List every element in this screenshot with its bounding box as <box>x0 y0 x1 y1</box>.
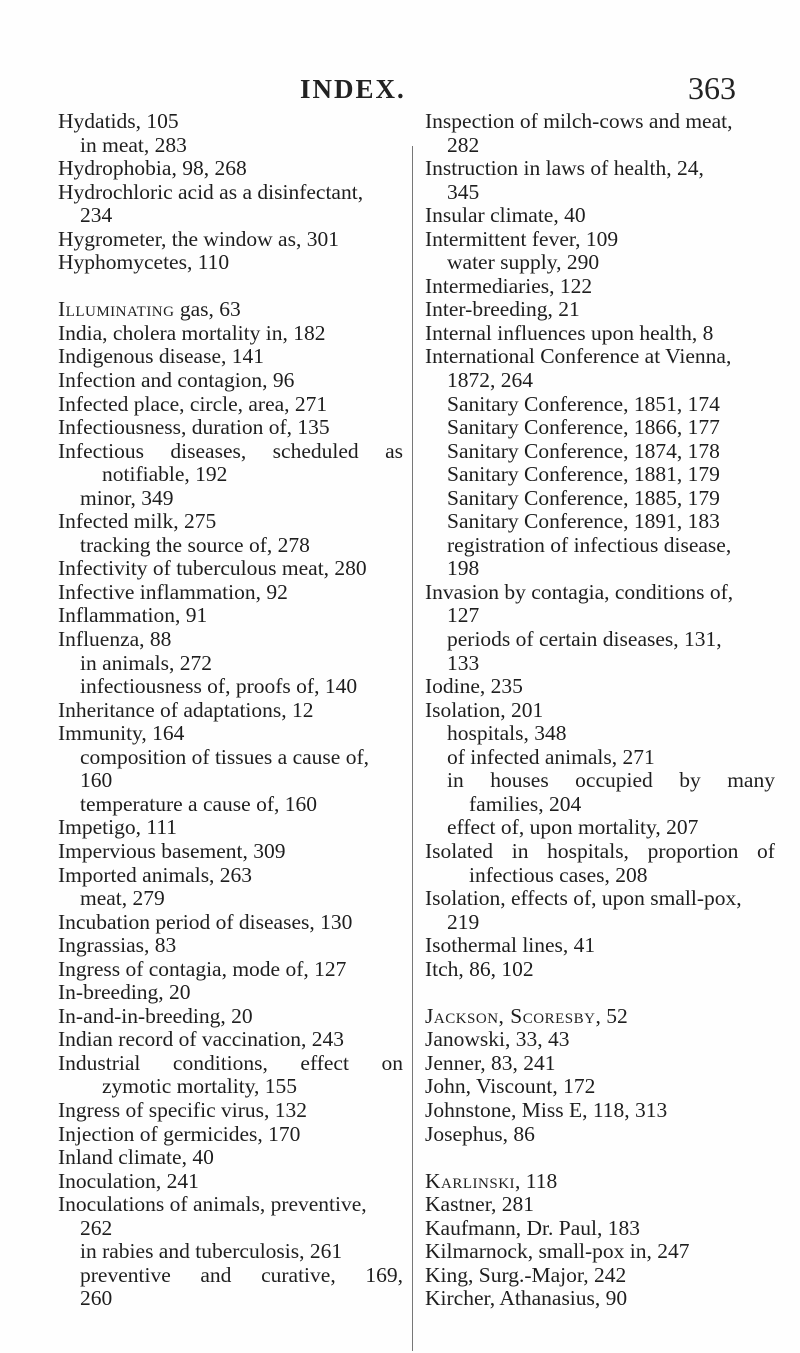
index-subentry <box>425 440 775 464</box>
entry-text: Intermittent fever, 109 <box>425 226 619 251</box>
index-entry <box>58 251 403 275</box>
entry-text: minor, 349 <box>80 485 174 510</box>
entry-text: Kircher, Athanasius, 90 <box>425 1286 628 1311</box>
entry-text: Isolated in hospitals, proportion of <box>425 838 775 863</box>
entry-text: Jenner, 83, 241 <box>425 1050 556 1075</box>
index-entry <box>58 722 403 746</box>
index-entry <box>425 157 775 181</box>
index-subentry <box>58 887 403 911</box>
index-subentry <box>425 722 775 746</box>
entry-text: tracking the source of, 278 <box>80 532 310 557</box>
entry-text: Inoculation, 241 <box>58 1168 199 1193</box>
index-column-right <box>425 110 775 1311</box>
entry-text: Sanitary Conference, 1885, 179 <box>447 485 720 510</box>
index-entry <box>58 440 403 464</box>
entry-text: 219 <box>447 909 480 934</box>
entry-text: Industrial conditions, effect on <box>58 1050 403 1075</box>
entry-text: Hydatids, 105 <box>58 109 179 133</box>
index-entry <box>58 1099 403 1123</box>
entry-text: families, 204 <box>469 791 582 816</box>
index-entry <box>58 298 403 322</box>
entry-text: Influenza, 88 <box>58 627 172 652</box>
index-subentry <box>58 746 403 770</box>
index-entry <box>58 699 403 723</box>
index-entry <box>58 345 403 369</box>
entry-text: International Conference at Vienna, <box>425 344 732 369</box>
entry-text: registration of infectious disease, <box>447 532 732 557</box>
entry-text: Hydrochloric acid as a disinfectant, <box>58 179 364 204</box>
entry-text: Janowski, 33, 43 <box>425 1027 570 1052</box>
entry-text: Inspection of milch-cows and meat, <box>425 109 733 133</box>
entry-text: in houses occupied by many <box>447 768 775 793</box>
index-entry <box>425 699 775 723</box>
entry-text: Instruction in laws of health, 24, <box>425 156 704 181</box>
entry-text: in rabies and tuberculosis, 261 <box>80 1239 343 1264</box>
index-entry <box>425 1287 775 1311</box>
entry-text: Infectiousness, duration of, 135 <box>58 415 330 440</box>
index-entry <box>425 1264 775 1288</box>
entry-text: Hygrometer, the window as, 301 <box>58 226 339 251</box>
index-subentry <box>58 1264 403 1288</box>
index-subentry <box>58 1075 403 1099</box>
index-entry <box>425 1170 775 1194</box>
index-entry <box>58 911 403 935</box>
index-subentry <box>425 251 775 275</box>
entry-text: Internal influences upon health, 8 <box>425 320 714 345</box>
entry-text: Johnstone, Miss E, 118, 313 <box>425 1097 668 1122</box>
entry-text: Incubation period of diseases, 130 <box>58 909 353 934</box>
index-entry <box>58 1193 403 1217</box>
index-entry <box>425 840 775 864</box>
index-entry <box>58 840 403 864</box>
index-entry <box>58 557 403 581</box>
entry-text: Inoculations of animals, preventive, <box>58 1192 367 1217</box>
entry-text: Infectious diseases, scheduled as <box>58 438 403 463</box>
index-entry <box>425 581 775 605</box>
index-subentry <box>58 793 403 817</box>
index-subentry <box>425 911 775 935</box>
entry-text: Immunity, 164 <box>58 721 185 746</box>
page-number: 363 <box>688 70 736 106</box>
index-subentry <box>425 746 775 770</box>
entry-text: zymotic mortality, 155 <box>102 1074 298 1099</box>
entry-text: Inheritance of adaptations, 12 <box>58 697 314 722</box>
entry-text: 262 <box>80 1215 113 1240</box>
entry-text: Infectivity of tuberculous meat, 280 <box>58 556 367 581</box>
index-subentry <box>425 487 775 511</box>
index-subentry <box>58 675 403 699</box>
entry-text: Infected place, circle, area, 271 <box>58 391 328 416</box>
index-subentry <box>425 864 775 888</box>
entry-text: preventive and curative, 169, <box>80 1262 403 1287</box>
entry-text: Indigenous disease, 141 <box>58 344 265 369</box>
entry-text: Impetigo, 111 <box>58 815 178 840</box>
index-entry <box>425 1193 775 1217</box>
entry-text: Imported animals, 263 <box>58 862 253 887</box>
entry-text: composition of tissues a cause of, <box>80 744 370 769</box>
entry-text: Sanitary Conference, 1891, 183 <box>447 509 720 534</box>
entry-text: 160 <box>80 768 113 793</box>
index-entry <box>425 204 775 228</box>
index-column-left <box>58 110 403 1311</box>
entry-text: Kaufmann, Dr. Paul, 183 <box>425 1215 640 1240</box>
index-entry <box>425 1099 775 1123</box>
entry-text: in meat, 283 <box>80 132 187 157</box>
index-entry <box>425 675 775 699</box>
entry-text: 133 <box>447 650 480 675</box>
entry-text: Ingrassias, 83 <box>58 933 177 958</box>
entry-text: , 52 <box>595 1003 628 1028</box>
entry-text: Infected milk, 275 <box>58 509 217 534</box>
index-entry <box>425 958 775 982</box>
entry-text: hospitals, 348 <box>447 721 567 746</box>
index-subentry <box>58 487 403 511</box>
index-subentry <box>425 510 775 534</box>
index-entry <box>58 981 403 1005</box>
column-divider <box>412 146 413 1351</box>
entry-text: meat, 279 <box>80 886 165 911</box>
index-entry <box>58 416 403 440</box>
section-gap <box>425 1146 775 1170</box>
index-subentry <box>58 1217 403 1241</box>
entry-text: Sanitary Conference, 1874, 178 <box>447 438 720 463</box>
section-gap <box>425 981 775 1005</box>
entry-text: in animals, 272 <box>80 650 212 675</box>
index-entry <box>425 298 775 322</box>
index-subentry <box>425 793 775 817</box>
index-entry <box>58 1170 403 1194</box>
entry-text: King, Surg.-Major, 242 <box>425 1262 627 1287</box>
index-subentry <box>425 557 775 581</box>
index-entry <box>425 1123 775 1147</box>
entry-text: Invasion by contagia, conditions of, <box>425 579 734 604</box>
index-entry <box>58 181 403 205</box>
index-entry <box>58 1146 403 1170</box>
section-lead-word: Illuminating <box>58 297 175 322</box>
entry-text: Hyphomycetes, 110 <box>58 250 230 275</box>
index-entry <box>425 345 775 369</box>
entry-text: Inland climate, 40 <box>58 1145 214 1170</box>
index-entry <box>58 816 403 840</box>
index-entry <box>58 393 403 417</box>
entry-text: John, Viscount, 172 <box>425 1074 596 1099</box>
page-title: INDEX. <box>300 74 406 104</box>
entry-text: In-and-in-breeding, 20 <box>58 1003 253 1028</box>
entry-text: infectiousness of, proofs of, 140 <box>80 674 358 699</box>
index-entry <box>58 157 403 181</box>
index-entry <box>58 864 403 888</box>
entry-text: Impervious basement, 309 <box>58 838 286 863</box>
entry-text: 345 <box>447 179 480 204</box>
entry-text: Kilmarnock, small-pox in, 247 <box>425 1239 690 1264</box>
index-entry <box>58 628 403 652</box>
section-lead-word: Jackson, Scoresby <box>425 1003 596 1028</box>
entry-text: Sanitary Conference, 1881, 179 <box>447 462 720 487</box>
entry-text: Inflammation, 91 <box>58 603 208 628</box>
index-subentry <box>425 134 775 158</box>
index-entry <box>58 1028 403 1052</box>
entry-text: Josephus, 86 <box>425 1121 535 1146</box>
page-header <box>0 68 800 108</box>
index-subentry <box>425 369 775 393</box>
index-entry <box>58 322 403 346</box>
index-subentry <box>425 393 775 417</box>
entry-text: Inter-breeding, 21 <box>425 297 580 322</box>
entry-text: Isolation, 201 <box>425 697 544 722</box>
index-entry <box>58 1052 403 1076</box>
index-subentry <box>58 134 403 158</box>
index-entry <box>58 581 403 605</box>
entry-text: Kastner, 281 <box>425 1192 535 1217</box>
entry-text: Insular climate, 40 <box>425 203 586 228</box>
entry-text: In-breeding, 20 <box>58 980 191 1005</box>
entry-text: , 118 <box>515 1168 558 1193</box>
entry-text: effect of, upon mortality, 207 <box>447 815 699 840</box>
index-subentry <box>425 463 775 487</box>
index-entry <box>425 934 775 958</box>
index-entry <box>425 1028 775 1052</box>
entry-text: infectious cases, 208 <box>469 862 648 887</box>
index-entry <box>425 1005 775 1029</box>
index-subentry <box>425 534 775 558</box>
index-subentry <box>58 1287 403 1311</box>
entry-text: Injection of germicides, 170 <box>58 1121 301 1146</box>
entry-text: 260 <box>80 1286 113 1311</box>
entry-text: Sanitary Conference, 1851, 174 <box>447 391 720 416</box>
entry-text: of infected animals, 271 <box>447 744 655 769</box>
index-subentry <box>425 652 775 676</box>
entry-text: 1872, 264 <box>447 368 533 393</box>
index-subentry <box>58 769 403 793</box>
entry-text: India, cholera mortality in, 182 <box>58 320 326 345</box>
index-subentry <box>58 204 403 228</box>
index-entry <box>425 1052 775 1076</box>
entry-text: Sanitary Conference, 1866, 177 <box>447 415 720 440</box>
index-subentry <box>425 769 775 793</box>
index-entry <box>425 275 775 299</box>
index-subentry <box>425 628 775 652</box>
index-subentry <box>58 463 403 487</box>
entry-text: Ingress of specific virus, 132 <box>58 1097 307 1122</box>
entry-text: 127 <box>447 603 480 628</box>
entry-text: Infection and contagion, 96 <box>58 368 295 393</box>
index-entry <box>425 322 775 346</box>
index-entry <box>425 1075 775 1099</box>
index-entry <box>425 110 775 134</box>
entry-text: Iodine, 235 <box>425 674 523 699</box>
index-entry <box>58 110 403 134</box>
index-entry <box>58 1123 403 1147</box>
entry-text: Infective inflammation, 92 <box>58 579 288 604</box>
index-entry <box>58 1005 403 1029</box>
entry-text: Itch, 86, 102 <box>425 956 534 981</box>
index-subentry <box>425 181 775 205</box>
entry-text: Indian record of vaccination, 243 <box>58 1027 344 1052</box>
index-entry <box>58 604 403 628</box>
index-subentry <box>58 534 403 558</box>
entry-text: Isothermal lines, 41 <box>425 933 596 958</box>
entry-text: notifiable, 192 <box>102 462 228 487</box>
entry-text: Ingress of contagia, mode of, 127 <box>58 956 347 981</box>
index-entry <box>425 1240 775 1264</box>
index-subentry <box>425 816 775 840</box>
entry-text: periods of certain diseases, 131, <box>447 627 722 652</box>
entry-text: Intermediaries, 122 <box>425 273 593 298</box>
section-gap <box>58 275 403 299</box>
index-entry <box>58 228 403 252</box>
entry-text: Hydrophobia, 98, 268 <box>58 156 247 181</box>
index-subentry <box>425 604 775 628</box>
index-entry <box>58 510 403 534</box>
section-lead-word: Karlinski <box>425 1168 516 1193</box>
entry-text: water supply, 290 <box>447 250 600 275</box>
entry-text: gas, 63 <box>174 297 241 322</box>
index-subentry <box>425 416 775 440</box>
index-entry <box>425 1217 775 1241</box>
index-entry <box>425 228 775 252</box>
entry-text: 198 <box>447 556 480 581</box>
entry-text: Isolation, effects of, upon small-pox, <box>425 886 742 911</box>
index-entry <box>58 369 403 393</box>
entry-text: 234 <box>80 203 113 228</box>
entry-text: 282 <box>447 132 480 157</box>
index-entry <box>58 934 403 958</box>
index-subentry <box>58 652 403 676</box>
index-entry <box>58 958 403 982</box>
index-entry <box>425 887 775 911</box>
index-subentry <box>58 1240 403 1264</box>
entry-text: temperature a cause of, 160 <box>80 791 317 816</box>
